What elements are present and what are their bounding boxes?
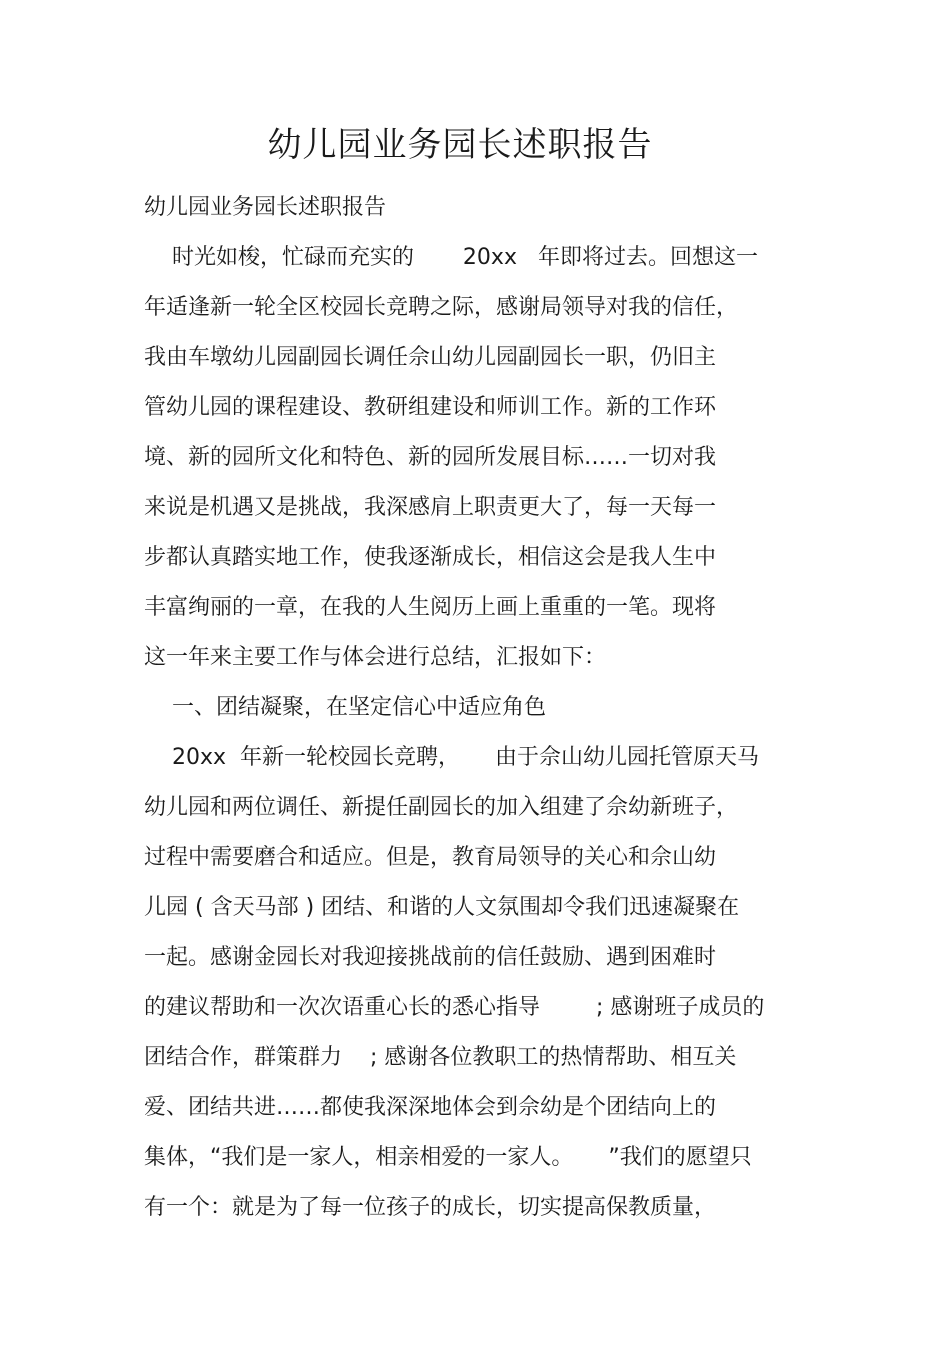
text-line: 丰富绚丽的一章，在我的人生阅历上画上重重的一笔。现将: [144, 595, 717, 620]
text-line: 有一个：就是为了每一位孩子的成长，切实提高保教质量，: [144, 1195, 717, 1220]
text-line: 年适逢新一轮全区校园长竞聘之际，感谢局领导对我的信任，: [144, 295, 739, 320]
text-line: 幼儿园和两位调任、新提任副园长的加入组建了佘幼新班子，: [144, 795, 739, 820]
document-title: 幼儿园业务园长述职报告: [267, 125, 653, 165]
text-line: 的建议帮助和一次次语重心长的悉心指导 ; 感谢班子成员的: [144, 995, 765, 1020]
text-line: 境、新的园所文化和特色、新的园所发展目标……一切对我: [144, 445, 717, 470]
text-line: 这一年来主要工作与体会进行总结，汇报如下：: [144, 645, 607, 670]
text-line: 集体，“我们是一家人，相亲相爱的一家人。 ”我们的愿望只: [144, 1145, 752, 1170]
text-line: 步都认真踏实地工作，使我逐渐成长，相信这会是我人生中: [144, 545, 717, 570]
text-line: 儿园 ( 含天马部 ) 团结、和谐的人文氛围却令我们迅速凝聚在: [144, 895, 740, 920]
text-line: 团结合作，群策群力 ; 感谢各位教职工的热情帮助、相互关: [144, 1045, 737, 1070]
text-line: 管幼儿园的课程建设、教研组建设和师训工作。新的工作环: [144, 395, 717, 420]
text-line: 20xx 年新一轮校园长竞聘， 由于佘山幼儿园托管原天马: [144, 745, 759, 770]
text-line: 爱、团结共进……都使我深深地体会到佘幼是个团结向上的: [144, 1095, 717, 1120]
section-heading: 一、团结凝聚，在坚定信心中适应角色: [144, 695, 546, 720]
text-line: 一起。感谢金园长对我迎接挑战前的信任鼓励、遇到困难时: [144, 945, 717, 970]
text-line: 来说是机遇又是挑战，我深感肩上职责更大了，每一天每一: [144, 495, 717, 520]
text-line: 时光如梭，忙碌而充实的 20xx 年即将过去。回想这一: [144, 245, 758, 270]
text-line: 过程中需要磨合和适应。但是，教育局领导的关心和佘山幼: [144, 845, 717, 870]
text-line: 我由车墩幼儿园副园长调任佘山幼儿园副园长一职，仍旧主: [144, 345, 717, 370]
text-line: 幼儿园业务园长述职报告: [144, 195, 387, 220]
